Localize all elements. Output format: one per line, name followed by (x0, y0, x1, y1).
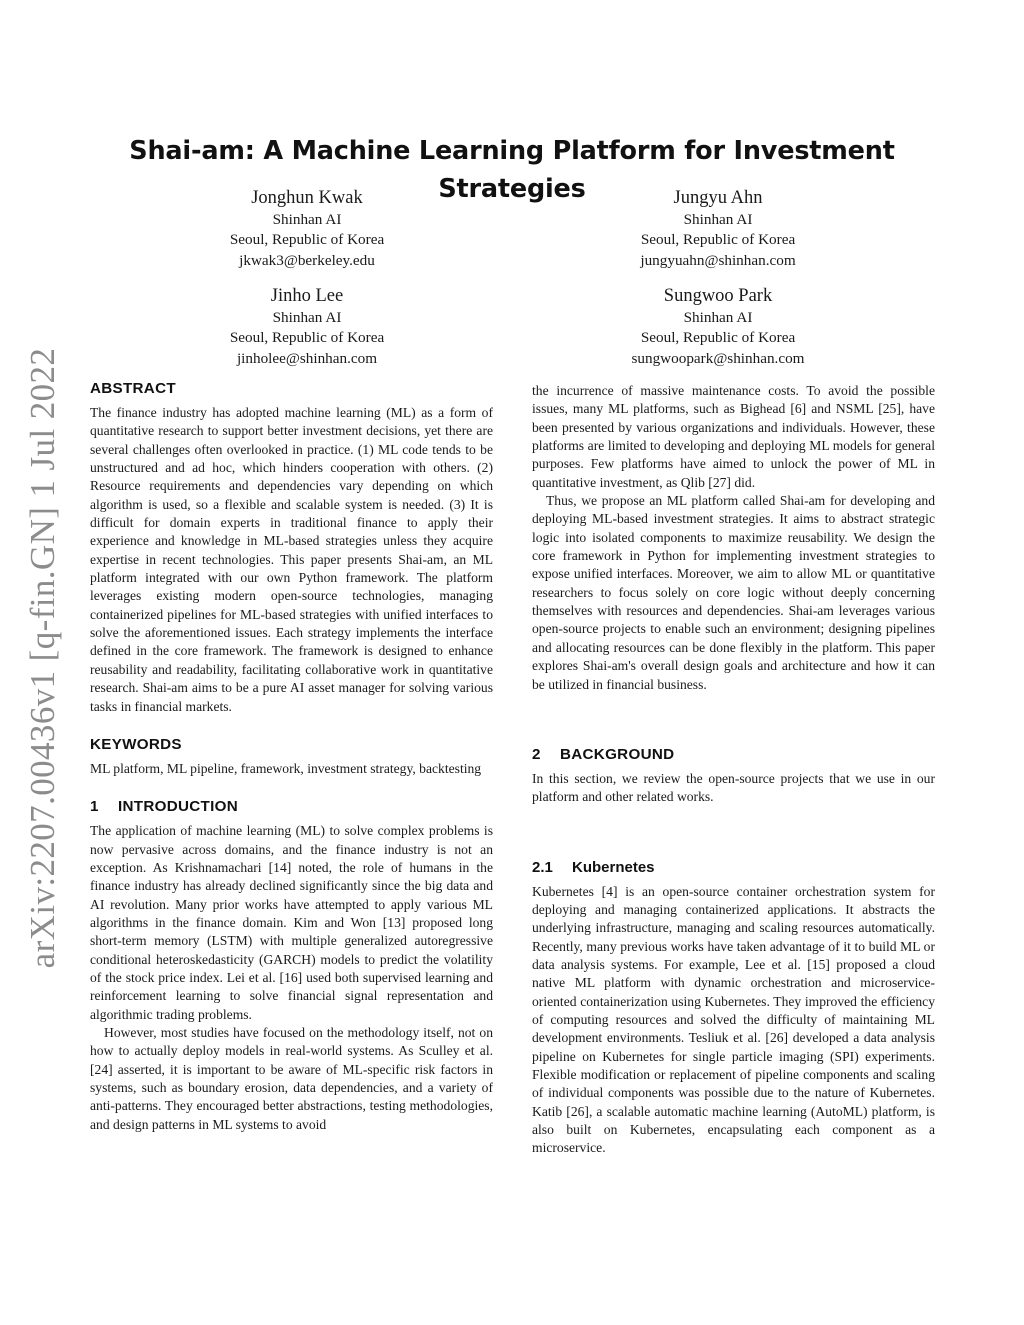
author-email: sungwoopark@shinhan.com (631, 349, 805, 367)
left-column (90, 378, 493, 1134)
author-location: Seoul, Republic of Korea (229, 231, 385, 249)
keywords-text: ML platform, ML pipeline, framework, investment strategy, backtesting (90, 760, 482, 776)
section-number: 2 (532, 745, 541, 763)
section-number: 1 (90, 798, 99, 816)
abstract-text: The finance industry has adopted machine learning (ML) as a form of quantitative research to support better investment decisions, yet there are several challenges often overlooked in practice. (1) ML code tends to be unstructured and ad hoc, which hinders cooperation with others. (2) Resource requirements and dependencies vary depending on which algorithm is used, so a flexible and scalable system is needed. (3) It is difficult for domain experts in traditional finance to apply their experience and knowledge in ML-based strategies unless they acquire expertise in recent technologies. This paper presents Shai-am, an ML platform integrated with our own Python framework. The platform leverages existing modern open-source technologies, managing containerized pipelines for ML-based strategies with unified interfaces to solve the aforementioned issues. Each strategy implements the interface defined in the core framework. The framework is designed to enhance reusability and readability, facilitating collaborative work in quantitative research. Shai-am aims to be a pure AI asset manager for solving various tasks in financial markets. (90, 405, 493, 714)
keywords-heading: KEYWORDS (90, 735, 182, 753)
author-name: Sungwoo Park (663, 286, 773, 306)
author-location: Seoul, Republic of Korea (640, 231, 796, 249)
author-affiliation: Shinhan AI (272, 309, 342, 326)
section-title: BACKGROUND (560, 745, 675, 763)
abstract-heading: ABSTRACT (90, 380, 176, 397)
introduction-paragraph: However, most studies have focused on the methodology itself, not on how to actually deploy models in real-world systems. As Sculley et al. [24] asserted, it is important to be aware of ML-specific risk factors in systems, such as boundary erosion, data dependencies, and a variety of anti-patterns. They encouraged better abstractions, testing methodologies, and design patterns in ML systems to avoid (90, 1024, 493, 1132)
author-affiliation: Shinhan AI (272, 211, 342, 228)
author-location: Seoul, Republic of Korea (229, 329, 385, 347)
introduction-paragraph: The application of machine learning (ML) to solve complex problems is now pervasive across domains, and the finance industry is not an exception. As Krishnamachari [14] noted, the role of humans in the finance industry has already declined significantly since the big data and AI revolution. Many prior works have attempted to apply various ML algorithms in the finance domain. Kim and Won [13] proposed long short-term memory (LSTM) with multiple generalized autoregressive conditional heteroskedasticity (GARCH) models to predict the volatility of the stock price index. Lei et al. [16] used both supervised learning and reinforcement learning to solve financial signal representation and algorithmic trading problems. (90, 823, 493, 1022)
paper-title: Shai-am: A Machine Learning Platform for Investment Strategies (129, 136, 895, 204)
right-column (532, 382, 935, 1158)
author-location: Seoul, Republic of Korea (640, 329, 796, 347)
author-block (553, 284, 883, 369)
author-email: jungyuahn@shinhan.com (640, 251, 796, 269)
author-affiliation: Shinhan AI (683, 309, 753, 326)
background-text: In this section, we review the open-source projects that we use in our platform and other related works. (532, 770, 935, 805)
introduction-heading (90, 796, 493, 818)
subsection-title: Kubernetes (572, 858, 655, 876)
author-email: jinholee@shinhan.com (236, 349, 378, 367)
section-title: INTRODUCTION (118, 798, 239, 816)
kubernetes-heading (532, 857, 935, 879)
author-block (142, 186, 472, 271)
background-heading (532, 744, 935, 766)
author-affiliation: Shinhan AI (683, 211, 753, 228)
subsection-number: 2.1 (532, 858, 553, 876)
author-block (142, 284, 472, 369)
author-email: jkwak3@berkeley.edu (239, 251, 375, 269)
author-name: Jungyu Ahn (673, 188, 763, 208)
author-name: Jonghun Kwak (251, 188, 363, 208)
arxiv-identifier: arXiv:2207.00436v1 [q-fin.GN] 1 Jul 2022 (23, 347, 62, 969)
author-name: Jinho Lee (270, 286, 344, 306)
introduction-paragraph: Thus, we propose an ML platform called Shai-am for developing and deploying ML-based investment strategies. It aims to abstract strategic logic into isolated components to maximize reusability. We design the core framework in Python for implementing investment strategies to expose unified interfaces. Moreover, we aim to allow ML or quantitative researchers to focus solely on core logic without deeply concerning themselves with resources and dependencies. Shai-am leverages various open-source projects to enable such an environment; designing pipelines and allocating resources can be done flexibly in the platform. This paper explores Shai-am's overall design goals and architecture and how it can be utilized in financial business. (532, 493, 935, 692)
kubernetes-text: Kubernetes [4] is an open-source container orchestration system for deploying and managing containerized applications. It abstracts the underlying infrastructure, managing and scaling resources automatically. Recently, many previous works have taken advantage of it to build ML or data analysis systems. For example, Lee et al. [15] proposed a cloud native ML platform with dynamic orchestration and microservice-oriented containerization using Kubernetes. They improved the efficiency of computing resources and solved the difficulty of maintaining ML development environments. Tesliuk et al. [26] developed a data analysis pipeline on Kubernetes for single particle imaging (SPI) experiments. Flexible modification or replacement of pipeline components and scaling of individual components was possible due to the nature of Kubernetes. Katib [26], a scalable automatic machine learning (AutoML) platform, is also built on Kubernetes, encapsulating each component as a microservice. (532, 883, 935, 1156)
author-block (553, 186, 883, 271)
introduction-paragraph: the incurrence of massive maintenance costs. To avoid the possible issues, many ML platforms, such as Bighead [6] and NSML [25], have been presented by various organizations and individuals. However, these platforms are limited to developing and deploying ML models for general purposes. Few platforms have aimed to unlock the power of ML in quantitative investment, as Qlib [27] did. (532, 383, 935, 490)
